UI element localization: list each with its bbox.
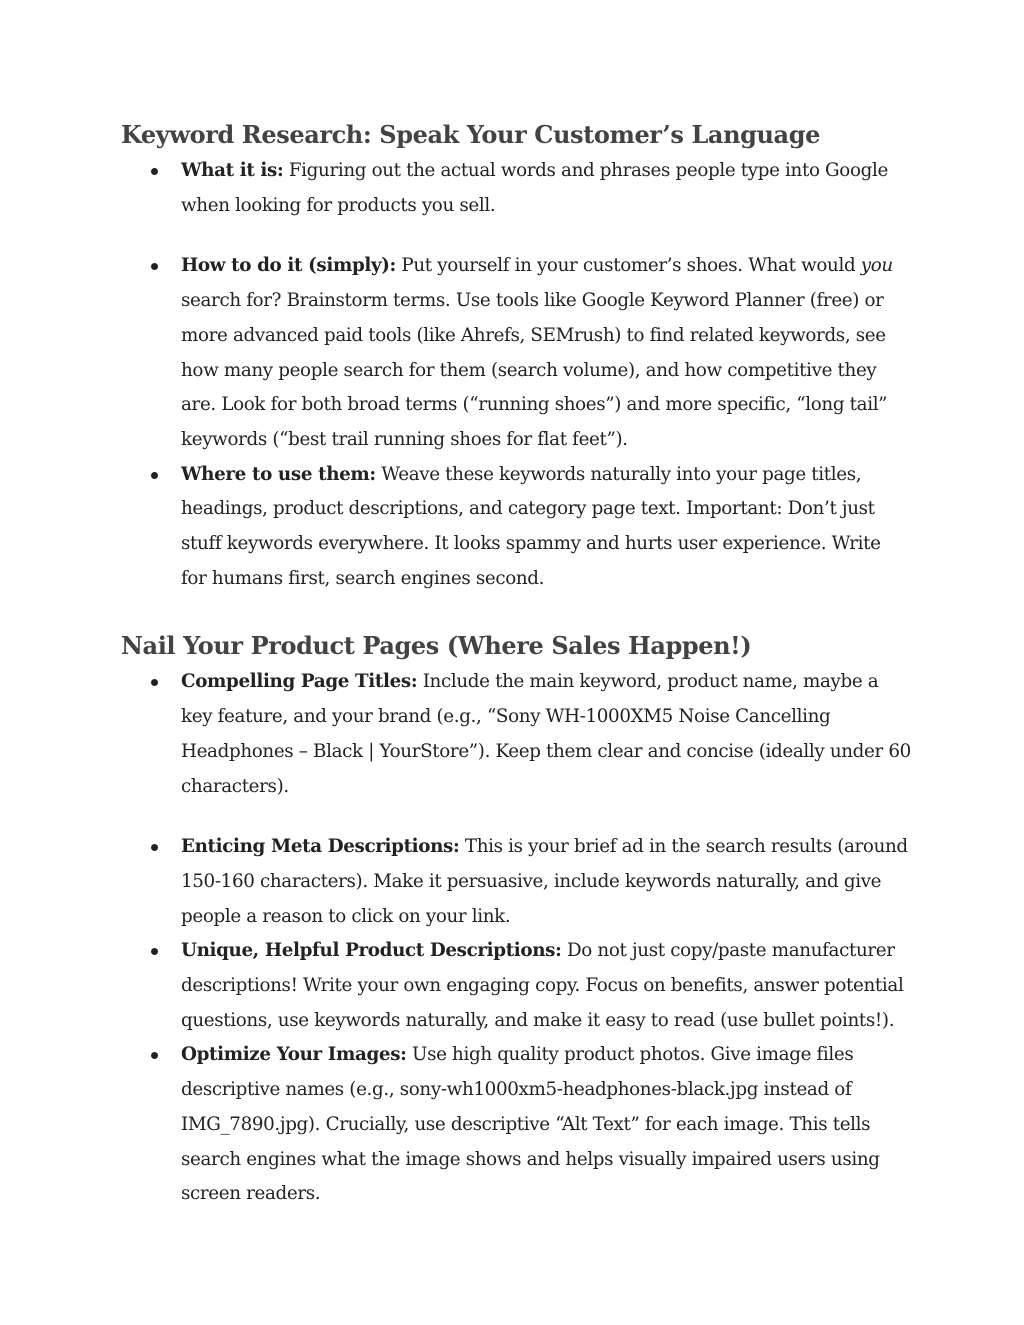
bullet-dot-icon (151, 679, 158, 686)
bullet-dot-icon (151, 844, 158, 851)
document-page (121, 116, 911, 1212)
bullet-dot-icon (151, 472, 158, 479)
list-item (121, 665, 911, 804)
item-lead: Where to use them: (181, 463, 376, 485)
item-text: Figuring out the actual words and phrases people type into Google when looking for products you sell. (181, 160, 888, 216)
list-item (121, 458, 911, 597)
bullet-list (121, 665, 911, 1212)
section-keyword-research (121, 116, 911, 596)
item-text: Use high quality product photos. Give image files descriptive names (e.g., sony-wh1000xm5-headphones-black.jpg instead of IMG_7890.jpg). Crucially, use descriptive “Alt Text” for each image. This tells search engines what the image shows and helps visually impaired users using screen readers. (181, 1044, 880, 1205)
list-item (121, 154, 911, 223)
item-text: Put yourself in your customer’s shoes. What would (401, 255, 856, 277)
bullet-dot-icon (151, 168, 158, 175)
item-emphasis: you (860, 255, 893, 277)
section-heading: Nail Your Product Pages (Where Sales Happen!) (121, 631, 752, 661)
list-item (121, 934, 911, 1038)
item-lead: What it is: (181, 160, 284, 181)
item-text: Do not just copy/paste manufacturer descriptions! Write your own engaging copy. Focus on benefits, answer potential questions, use keywords naturally, and make it easy to read (use bullet points!). (181, 940, 904, 1031)
section-product-pages (121, 627, 911, 1212)
item-lead: Compelling Page Titles: (181, 671, 418, 693)
list-item (121, 830, 911, 934)
list-item (121, 249, 911, 457)
section-heading: Keyword Research: Speak Your Customer’s Language (121, 120, 820, 149)
item-lead: Optimize Your Images: (181, 1044, 407, 1066)
item-text: Include the main keyword, product name, maybe a key feature, and your brand (e.g., “Sony WH-1000XM5 Noise Cancelling Headphones – Black | YourStore”). Keep them clear and concise (ideally under 60 characters). (181, 671, 911, 797)
bullet-dot-icon (151, 948, 158, 955)
bullet-list (121, 154, 911, 596)
item-text: This is your brief ad in the search results (around 150-160 characters). Make it persuasive, include keywords naturally, and give people a reason to click on your link. (181, 836, 908, 927)
bullet-dot-icon (151, 263, 158, 270)
item-lead: Enticing Meta Descriptions: (181, 836, 460, 858)
list-item (121, 1038, 911, 1212)
bullet-dot-icon (151, 1052, 158, 1059)
item-lead: How to do it (simply): (181, 255, 396, 277)
item-text: Weave these keywords naturally into your page titles, headings, product descriptions, and category page text. Important: Don’t just stuff keywords everywhere. It looks spammy and hurts user experience. Write for humans first, search engines second. (181, 463, 881, 589)
item-lead: Unique, Helpful Product Descriptions: (181, 940, 562, 962)
item-text: search for? Brainstorm terms. Use tools like Google Keyword Planner (free) or more advanced paid tools (like Ahrefs, SEMrush) to find related keywords, see how many people search for them (search volume), and how competitive they are. Look for both broad terms (“running shoes”) and more specific, “long tail” keywords (“best trail running shoes for flat feet”). (181, 290, 888, 450)
